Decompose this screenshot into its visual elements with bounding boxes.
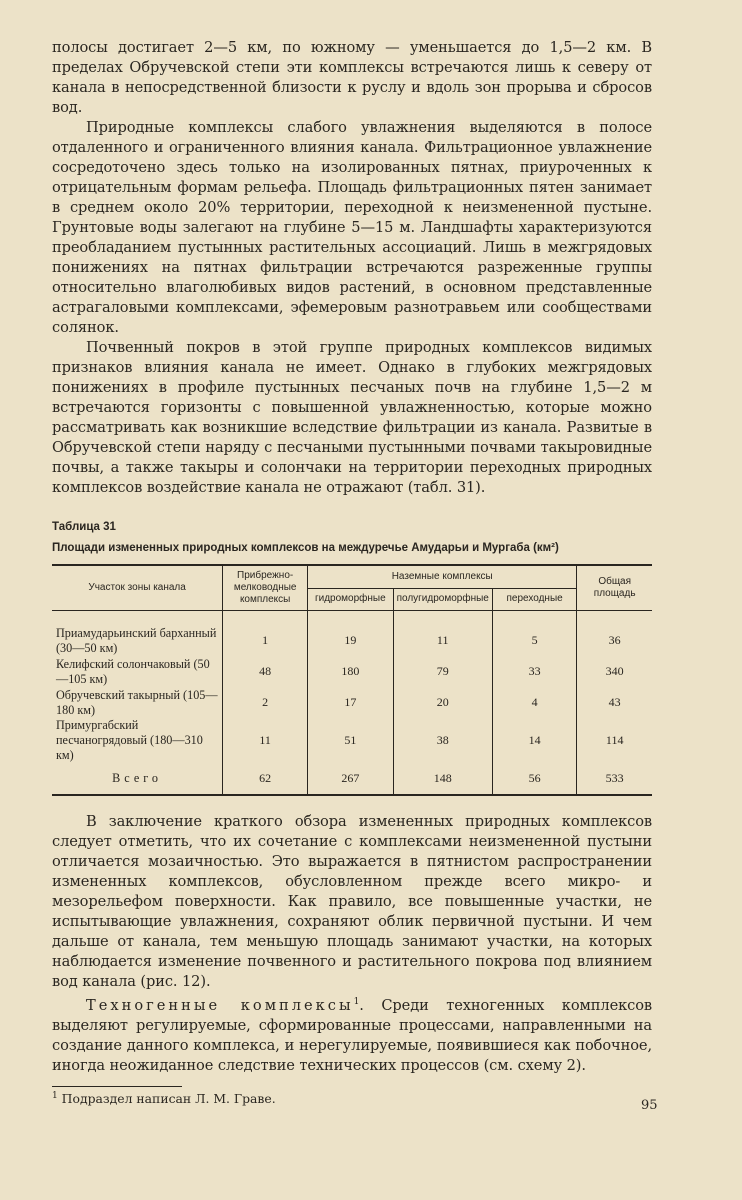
cell-transitional: 4	[492, 687, 577, 718]
cell-semihydro: 20	[393, 687, 492, 718]
footnote-rule	[52, 1086, 182, 1087]
paragraph-3: Почвенный покров в этой группе природных комплексов видимых признаков влияния канала не имеет. Однако в глубоких межгрядовых понижениях в профиле пустынных песчаных почв на глубине 1,5—2 м встречаются горизонты с повышенной увлажненностью, которые можно рассматривать как возникшие вследствие фильтрации из канала. Развитые в Обручевской степи наряду с песчаными пустынными почвами такыровидные почвы, а также такыры и солончаки на территории переходных природных комплексов воздействие канала не отражают (табл. 31).	[52, 339, 652, 496]
header-total: Общая площадь	[577, 565, 652, 611]
cell-semihydro: 38	[393, 718, 492, 763]
cell-total: 43	[577, 687, 652, 718]
cell-hydro: 180	[308, 656, 393, 687]
cell-transitional: 33	[492, 656, 577, 687]
header-transitional: переходные	[492, 588, 577, 610]
row-name: Келифский солончаковый (50—105 км)	[52, 656, 223, 687]
cell-hydro: 51	[308, 718, 393, 763]
footnote-number: 1	[52, 1090, 58, 1101]
table-label: Таблица 31	[52, 521, 116, 533]
row-name: Обручевский такырный (105—180 км)	[52, 687, 223, 718]
paragraph-techno	[52, 992, 652, 1076]
table-row	[52, 656, 652, 687]
cell-transitional: 14	[492, 718, 577, 763]
cell-semihydro: 148	[393, 763, 492, 795]
cell-transitional: 56	[492, 763, 577, 795]
cell-coastal: 62	[223, 763, 308, 795]
footnote-text: Подраздел написан Л. М. Граве.	[57, 1090, 276, 1106]
table-row	[52, 611, 652, 657]
footnote-marker: 1	[353, 997, 360, 1007]
cell-hydro: 17	[308, 687, 393, 718]
cell-semihydro: 11	[393, 611, 492, 657]
paragraph-1: полосы достигает 2—5 км, по южному — уменьшается до 1,5—2 км. В пределах Обручевской степи эти комплексы встречаются лишь к северу от канала в непосредственной близости к руслу и вдоль зон прорыва и сбросов вод.	[52, 39, 652, 116]
page-body	[52, 38, 652, 1106]
table-row-total	[52, 763, 652, 795]
techno-heading: Техногенные комплексы	[86, 996, 354, 1014]
cell-hydro: 19	[308, 611, 393, 657]
cell-total: 114	[577, 718, 652, 763]
cell-total: 533	[577, 763, 652, 795]
header-terrestrial: Наземные комплексы	[308, 565, 577, 588]
cell-semihydro: 79	[393, 656, 492, 687]
cell-total: 340	[577, 656, 652, 687]
row-name: Приамударьинский барханный (30—50 км)	[52, 611, 223, 657]
header-hydro: гидроморфные	[308, 588, 393, 610]
row-name-total: Всего	[52, 763, 223, 795]
table-title: Площади измененных природных комплексов на междуречье Амударьи и Мургаба (км²)	[52, 542, 559, 554]
table-row	[52, 718, 652, 763]
table-row	[52, 687, 652, 718]
header-semihydro: полугидроморфные	[393, 588, 492, 610]
cell-coastal: 2	[223, 687, 308, 718]
cell-coastal: 11	[223, 718, 308, 763]
cell-total: 36	[577, 611, 652, 657]
cell-coastal: 1	[223, 611, 308, 657]
data-table	[52, 564, 652, 796]
paragraph-conclusion: В заключение краткого обзора измененных природных комплексов следует отметить, что их сочетание с комплексами неизмененной пустыни отличается мозаичностью. Это выражается в пятнистом распространении измененных комплексов, обусловленном прежде всего микро- и мезорельефом поверхности. Как правило, все повышенные участки, не испытывающие увлажнения, сохраняют облик первичной пустыни. И чем дальше от канала, тем меньшую площадь занимают участки, на которых наблюдается изменение почвенного и растительного покрова под влиянием вод канала (рис. 12).	[52, 813, 652, 990]
cell-hydro: 267	[308, 763, 393, 795]
header-section: Участок зоны канала	[52, 565, 223, 611]
footnote	[52, 1091, 652, 1106]
paragraph-2: Природные комплексы слабого увлажнения выделяются в полосе отдаленного и ограниченного влияния канала. Фильтрационное увлажнение сосредоточено здесь только на изолированных пятнах, приуроченных к отрицательным формам рельефа. Площадь фильтрационных пятен занимает в среднем около 20% территории, переходной к неизмененной пустыне. Грунтовые воды залегают на глубине 5—15 м. Ландшафты характеризуются преобладанием пустынных растительных ассоциаций. Лишь в межгрядовых понижениях на пятнах фильтрации встречаются разреженные группы относительно влаголюбивых видов растений, в основном представленные астрагаловыми комплексами, эфемеровым разнотравьем или сообществами солянок.	[52, 119, 652, 336]
cell-coastal: 48	[223, 656, 308, 687]
cell-transitional: 5	[492, 611, 577, 657]
techno-text: . Среди техногенных комплексов выделяют регулируемые, сформированные процессами, направленными на создание данного комплекса, и нерегулируемые, появившиеся как побочное, иногда неожиданное следствие технических процессов (см. схему 2).	[52, 996, 653, 1074]
row-name: Примургабский песчаногрядовый (180—310 км)	[52, 718, 223, 763]
header-coastal: Прибрежно-мелководные комплексы	[223, 565, 308, 611]
page-number: 95	[641, 1098, 658, 1113]
